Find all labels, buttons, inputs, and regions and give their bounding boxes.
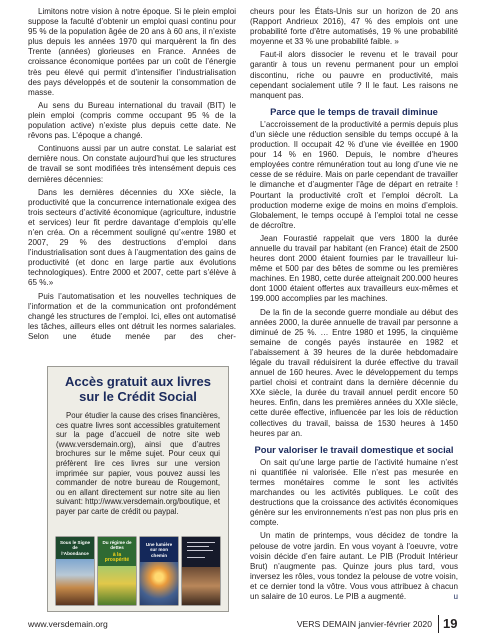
book-subtitle: à la prospérité	[104, 552, 130, 564]
box-title-line: sur le Crédit Social	[79, 389, 197, 404]
book-cover-picture	[140, 562, 178, 605]
body-paragraph: Au sens du Bureau international du travail (BIT) le plein emploi (compris comme occupant 95 % de la population active) n’existe plus depuis cette date. Ne rêvons pas. L’époque a changé.	[28, 100, 236, 141]
body-paragraph: Puis l’automatisation et les nouvelles techniques de l’information et de la communication ont profondément changé les structures de l’emploi. Ici, elles ont automatisé les tâches, ailleurs elles ont détruit les normes salariales. Selon une étude menée par des cher-	[28, 291, 236, 341]
body-paragraph: L’accroissement de la productivité a permis depuis plus d’un siècle une réduction sensible du temps occupé à la production. Il occupait 42 % d’une vie éveillée en 1900 pour 14 % en 1960. Depuis, le nombre d’heures employées contre rémunération tout au long d’une vie ne cesse de se réduire. Mais on parle cependant de travailler le dimanche et d’augmenter l’âge de départ en retraite ! Pourtant la productivité croît et l’emploi décroît. La production moderne exige de moins en moins d’emplois. Globalement, le temps occupé à l’emploi total ne cesse de décroître.	[250, 119, 458, 230]
footer-issue: VERS DEMAIN janvier-février 2020	[296, 619, 432, 629]
box-title	[48, 374, 228, 404]
body-paragraph: Limitons notre vision à notre époque. Si le plein emploi suppose la faculté d’obtenir un emploi quasi continu pour 95 % de la population âgée de 20 ans à 60 ans, il n’existe plus depuis les années 1970 qui marquèrent la fin des Trente (années) glorieuses en France. Années de croissance économique portées par un coût de l’énergie très peu élevé qui permit d’intensifier l’industrialisation des pays développés et de soutenir la consommation de masse.	[28, 7, 236, 97]
book-cover-decoration	[187, 546, 209, 547]
book-cover-decoration	[187, 550, 213, 551]
page-number: 19	[443, 616, 458, 631]
book-covers-row	[56, 537, 220, 605]
footer-website: www.versdemain.org	[28, 619, 108, 629]
book-cover-decoration	[187, 557, 205, 558]
body-paragraph	[250, 531, 458, 602]
body-paragraph: De la fin de la seconde guerre mondiale au début des années 2000, la durée annuelle de travail par personne a diminué de 25 %. … Entre 1980 et 1995, la cinquième semaine de congés payés instaurée en 1982 et l’abaissement à 39 heures de la durée hebdomadaire légale du travail réduisirent la durée effective du travail annuel de 160 heures. Avec le développement du temps partiel choisi et contraint dans la dernière décennie du XXe siècle, la durée du travail annuel perdit encore 50 heures. Enfin, dans les premières années du XXIe siècle, cette durée effective, influencée par les lois de réduction collectives du travail, baissa de 1530 heures à 1450 heures par an.	[250, 307, 458, 438]
body-paragraph: Dans les dernières décennies du XXe siècle, la productivité que la concurrence internationale exigea des trois secteurs d’activité économique (agriculture, industrie et services) leur fit perdre davantage d’emplois qu’elle n’en créa. On a récemment souligné qu’«entre 1980 et 2007, 29 % des destructions d’emploi dans l’industrialisation sont dues à l’augmentation des gains de productivité (et donc en large partie aux évolutions technologiques). Entre 2000 et 2007, cette part s’élève à 65 %.»	[28, 187, 236, 288]
right-column	[250, 7, 458, 605]
body-paragraph-text: Un matin de printemps, vous décidez de tondre la pelouse de votre jardin. En vous voyant à l’oeuvre, votre voisin décide d’en faire autant. Le PIB (Produit Intérieur Brut) n’augmente pas. Quinze jours plus tard, vous inversez les rôles, vous tondez la pelouse de votre voisin, et ce dernier tond la vôtre. Vous vous attribuez à chacun un salaire de 10 euros. Le PIB a augmenté.	[250, 531, 458, 601]
end-mark: u	[453, 591, 458, 601]
book-cover	[182, 537, 220, 605]
section-heading: Parce que le temps de travail diminue	[270, 105, 438, 117]
book-cover-picture	[182, 567, 220, 605]
book-cover-picture	[56, 559, 94, 605]
body-paragraph: Faut-il alors dissocier le revenu et le travail pour garantir à tous un revenu permanent pour un emploi discontinu, riche ou pauvre en productivité, mais cependant socialement utile ? Il le faut. Les raisons ne manquent pas.	[250, 50, 458, 100]
book-title: Une lumière sur mon chemin	[145, 542, 173, 558]
body-paragraph: Continuons aussi par un autre constat. Le salariat est dernière nous. On constate aujourd’hui que les structures de travail se sont modifiées très intensément depuis ces dernières décennies:	[28, 144, 236, 184]
book-title: Du régime de dettes	[102, 540, 132, 551]
section-heading: Pour valoriser le travail domestique et social	[254, 443, 454, 455]
book-cover	[56, 537, 94, 605]
book-cover	[98, 537, 136, 605]
box-text: Pour étudier la cause des crises financières, ces quatre livres sont accessibles gratuitement sur la page d’accueil de notre site web (www.versdemain.org), ainsi que d’autres brochures sur le même sujet. Pour ceux qui préfèrent lire ces livres sur une version imprimée sur papier, vous pouvez aussi les commander de notre bureau de Rougemont, ou en allant directement sur notre site au lien suivant: http://www.versdemain.org/boutique, et payer par carte de crédit ou paypal.	[56, 411, 220, 516]
body-paragraph: cheurs pour les États-Unis sur un horizon de 20 ans (Rapport Andrieux 2016), 47 % des emplois ont une probabilité forte d’être automatisés, 19 % une probabilité moyenne et 33 % une probabilité faible. »	[250, 7, 458, 47]
free-books-box	[47, 366, 229, 612]
body-paragraph: Jean Fourastié rappelait que vers 1800 la durée annuelle du travail par habitant (en France) était de 2500 heures dont 2000 étaient fournies par le travailleur lui-même et 500 par des bêtes de somme ou les premières machines. En 1980, cette durée atteignait 200.000 heures dont 1000 étaient offertes aux travailleurs eux-mêmes et 199.000 accomplies par les machines.	[250, 233, 458, 304]
footer-divider	[438, 615, 439, 633]
book-title: Sous le Signe de l’Abondance	[59, 540, 91, 556]
left-column	[28, 7, 236, 345]
body-paragraph: On sait qu’une large partie de l’activité humaine n’est ni quantifiée ni valorisée. Elle n’est pas mesurée en termes monétaires comme le sont les activités marchandes ou les activités publiques. Le coût des destructions que la croissance des activités économiques génère sur les environnements n’est pas non plus pris en compte.	[250, 457, 458, 528]
box-title-line: Accès gratuit aux livres	[65, 374, 211, 389]
book-cover-decoration	[187, 542, 215, 543]
book-cover-picture	[98, 566, 136, 605]
book-cover	[140, 537, 178, 605]
